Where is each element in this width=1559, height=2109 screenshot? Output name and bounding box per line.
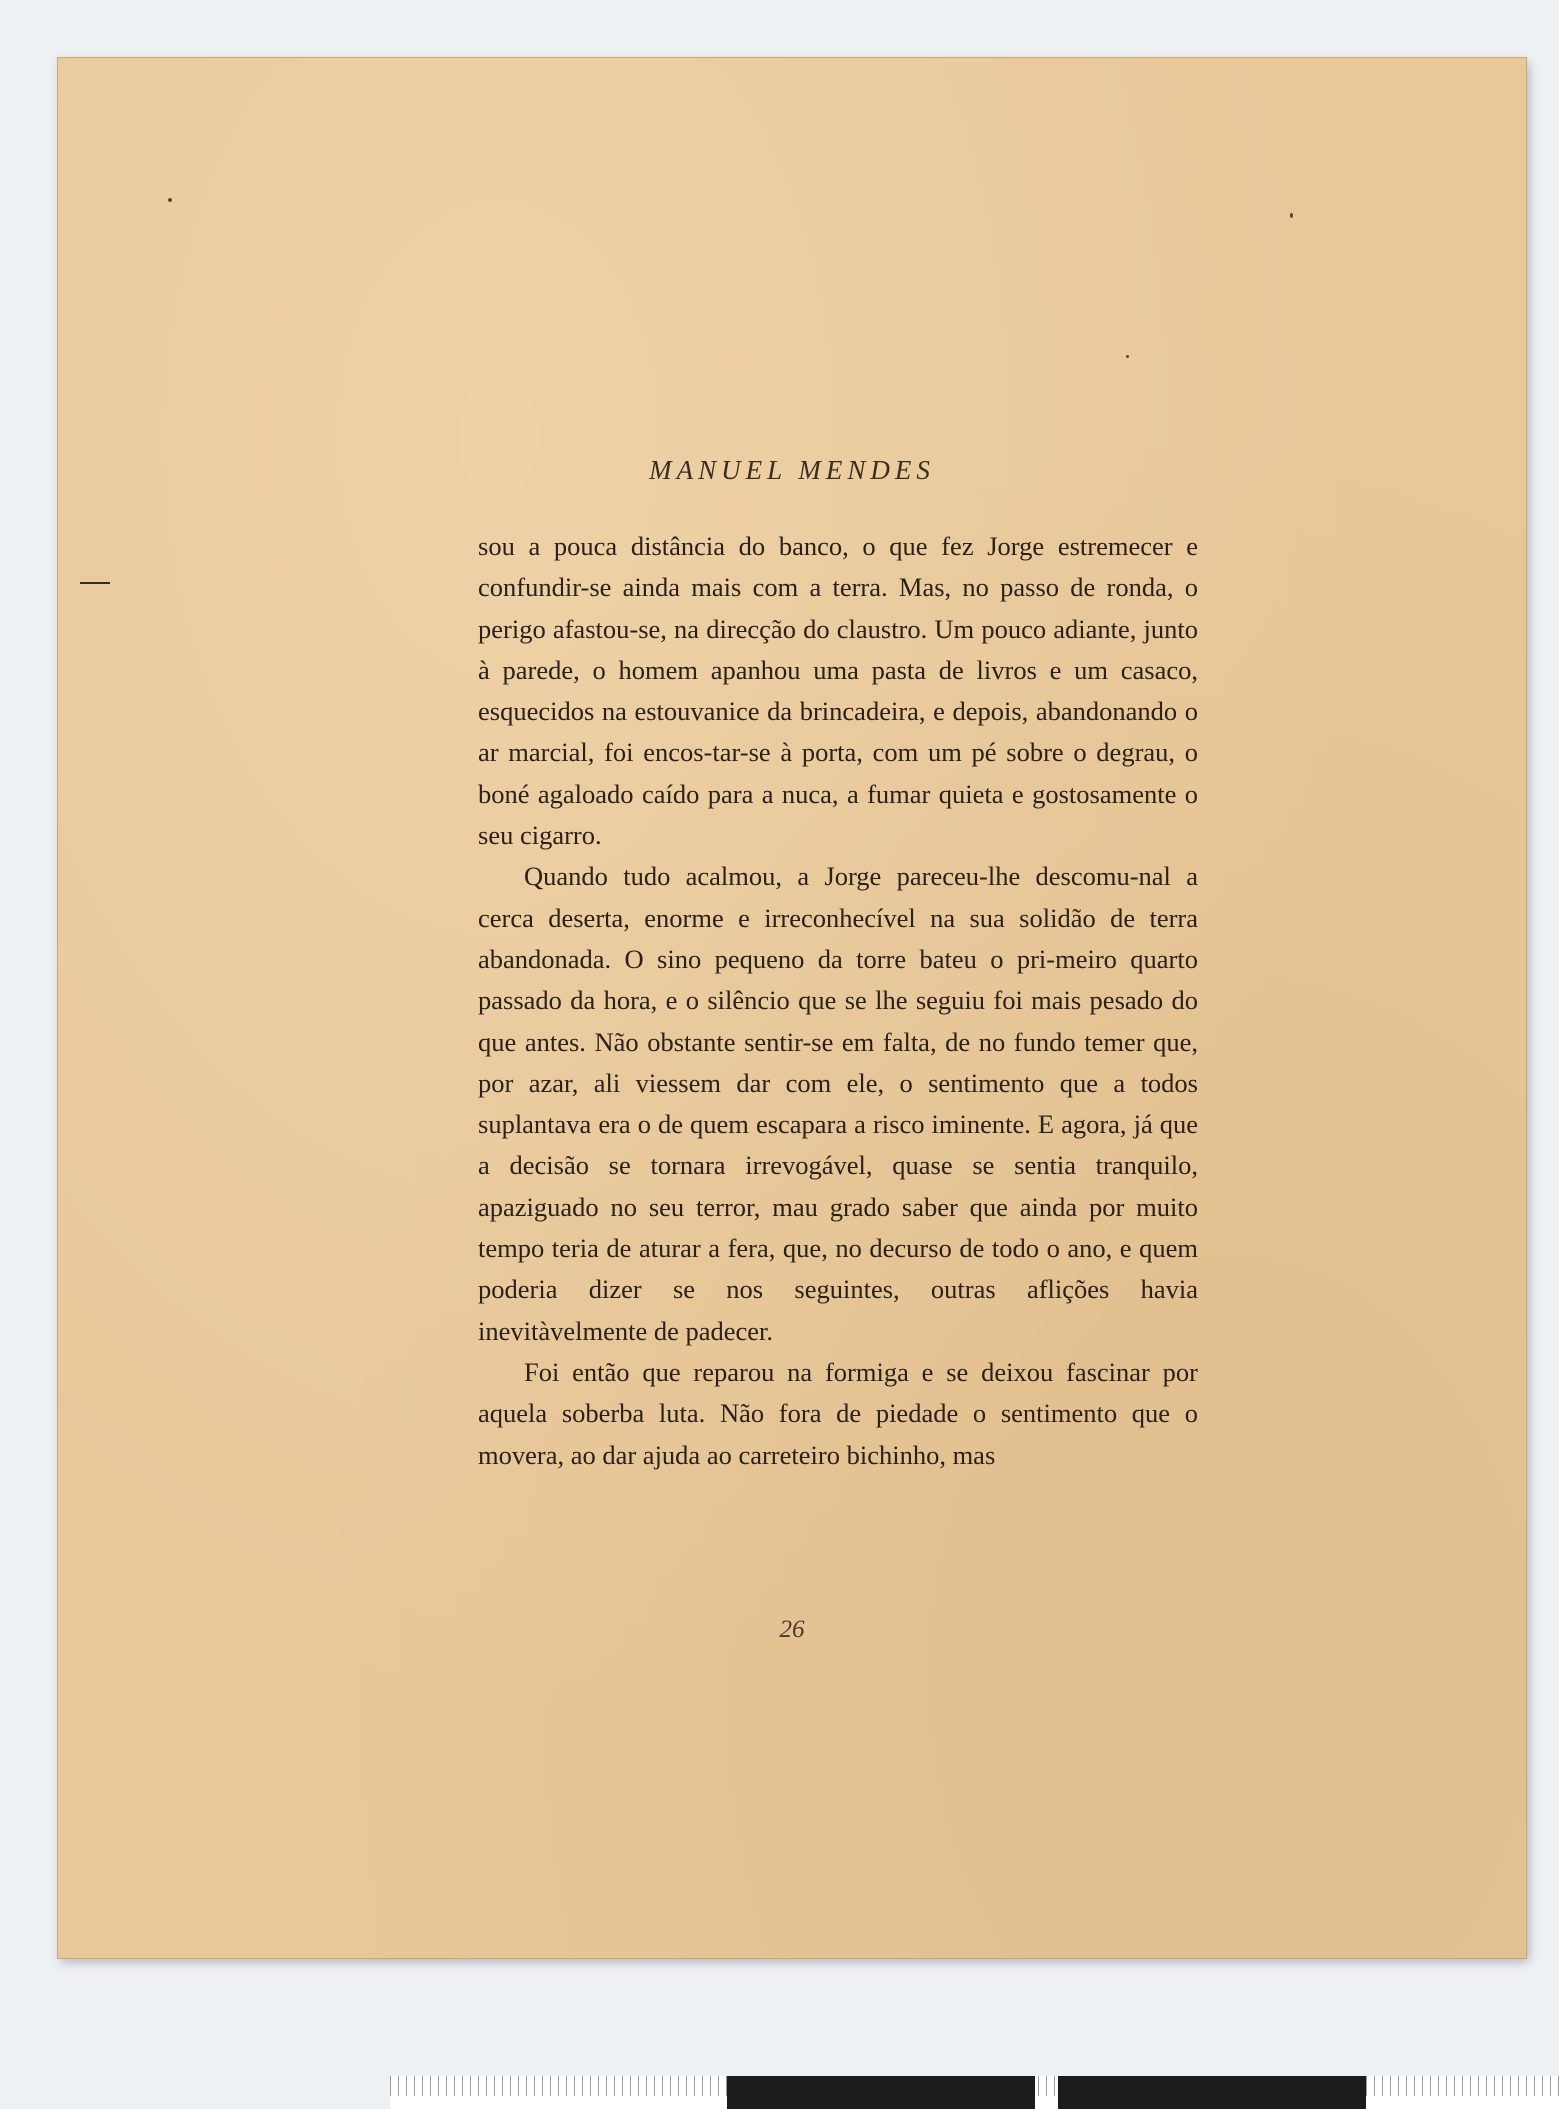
ruler-block	[727, 2076, 1035, 2109]
running-header: MANUEL MENDES	[649, 455, 935, 485]
paragraph: sou a pouca distância do banco, o que fez Jorge estremecer e confundir-se ainda mais com a terra. Mas, no passo de ronda, o perigo afastou-se, na direcção do claustro. Um pouco adiante, junto à parede, o homem apanhou uma pasta de livros e um casaco, esquecidos na estouvanice da brincadeira, e depois, abandonando o ar marcial, foi encos-tar-se à porta, com um pé sobre o degrau, o boné agaloado caído para a nuca, a fumar quieta e gostosamente o seu cigarro.	[478, 531, 1198, 851]
paper-speck	[1126, 355, 1129, 358]
paragraph: Foi então que reparou na formiga e se deixou fascinar por aquela soberba luta. Não fora de piedade o sentimento que o movera, ao dar ajuda ao carreteiro bichinho, mas	[478, 1356, 1198, 1470]
body-text	[478, 526, 1198, 1476]
margin-mark	[80, 582, 110, 584]
paper-speck	[168, 198, 172, 202]
ruler-block	[1058, 2076, 1366, 2109]
paragraph: Quando tudo acalmou, a Jorge pareceu-lhe descomu-nal a cerca deserta, enorme e irreconhecível na sua solidão de terra abandonada. O sino pequeno da torre bateu o pri-meiro quarto passado da hora, e o silêncio que se lhe seguiu foi mais pesado do que antes. Não obstante sentir-se em falta, de no fundo temer que, por azar, ali viessem dar com ele, o sentimento que a todos suplantava era o de quem escapara a risco iminente. E agora, já que a decisão se tornara irrevogável, quase se sentia tranquilo, apaziguado no seu terror, mau grado saber que ainda por muito tempo teria de aturar a fera, que, no decurso de todo o ano, e quem poderia dizer se nos seguintes, outras aflições havia inevitàvelmente de padecer.	[478, 861, 1198, 1346]
book-page	[58, 58, 1526, 1958]
scale-ruler	[390, 2076, 1559, 2109]
paper-speck	[1290, 213, 1293, 218]
page-number: 26	[779, 1616, 805, 1643]
